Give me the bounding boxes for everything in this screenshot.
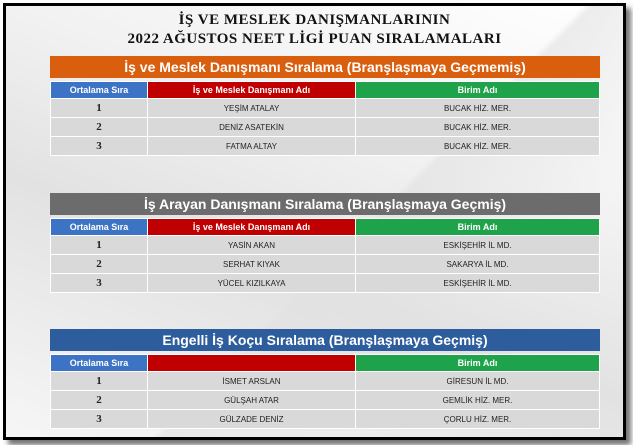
column-header-unit: Birim Adı: [356, 219, 600, 236]
column-header-unit: Birim Adı: [356, 355, 600, 372]
column-header-unit: Birim Adı: [356, 82, 600, 99]
rank-cell: 2: [51, 391, 148, 410]
column-header-name: İş ve Meslek Danışmanı Adı: [148, 82, 356, 99]
name-cell: GÜLŞAH ATAR: [148, 391, 356, 410]
rank-cell: 3: [51, 274, 148, 293]
section-job-seeker-advisor: [50, 193, 600, 293]
name-cell: FATMA ALTAY: [148, 137, 356, 156]
table-row: [51, 391, 600, 410]
table-header-row: [51, 82, 600, 99]
table-header-row: [51, 219, 600, 236]
column-header-name: İş ve Meslek Danışmanı Adı: [148, 219, 356, 236]
table-row: [51, 372, 600, 391]
table-row: [51, 118, 600, 137]
name-cell: GÜLZADE DENİZ: [148, 410, 356, 429]
name-cell: YÜCEL KIZILKAYA: [148, 274, 356, 293]
rank-cell: 2: [51, 255, 148, 274]
column-header-rank: Ortalama Sıra: [51, 355, 148, 372]
name-cell: YASİN AKAN: [148, 236, 356, 255]
rank-cell: 1: [51, 372, 148, 391]
table-row: [51, 410, 600, 429]
column-header-rank: Ortalama Sıra: [51, 219, 148, 236]
rank-cell: 2: [51, 118, 148, 137]
table-header-row: [51, 355, 600, 372]
document-frame: [3, 3, 626, 440]
title-line-2: 2022 AĞUSTOS NEET LİGİ PUAN SIRALAMALARI: [127, 31, 502, 47]
unit-cell: BUCAK HİZ. MER.: [356, 118, 600, 137]
name-cell: YEŞİM ATALAY: [148, 99, 356, 118]
ranking-table: [50, 218, 600, 293]
unit-cell: SAKARYA İL MD.: [356, 255, 600, 274]
column-header-name: [148, 355, 356, 372]
table-row: [51, 236, 600, 255]
column-header-rank: Ortalama Sıra: [51, 82, 148, 99]
unit-cell: ESKİŞEHİR İL MD.: [356, 274, 600, 293]
ranking-table: [50, 81, 600, 156]
table-row: [51, 99, 600, 118]
rank-cell: 3: [51, 137, 148, 156]
section-heading: İş ve Meslek Danışmanı Sıralama (Branşlaşmaya Geçmemiş): [50, 56, 600, 78]
title-line-1: İŞ VE MESLEK DANIŞMANLARININ: [178, 12, 451, 28]
unit-cell: ESKİŞEHİR İL MD.: [356, 236, 600, 255]
rank-cell: 1: [51, 236, 148, 255]
rank-cell: 1: [51, 99, 148, 118]
unit-cell: BUCAK HİZ. MER.: [356, 99, 600, 118]
table-row: [51, 137, 600, 156]
rank-cell: 3: [51, 410, 148, 429]
name-cell: DENİZ ASATEKİN: [148, 118, 356, 137]
unit-cell: GİRESUN İL MD.: [356, 372, 600, 391]
name-cell: SERHAT KIYAK: [148, 255, 356, 274]
table-row: [51, 255, 600, 274]
unit-cell: ÇORLU HİZ. MER.: [356, 410, 600, 429]
ranking-table: [50, 354, 600, 429]
section-disabled-job-coach: [50, 329, 600, 429]
section-heading: Engelli İş Koçu Sıralama (Branşlaşmaya Geçmiş): [50, 329, 600, 351]
unit-cell: GEMLİK HİZ. MER.: [356, 391, 600, 410]
section-heading: İş Arayan Danışmanı Sıralama (Branşlaşmaya Geçmiş): [50, 193, 600, 215]
table-row: [51, 274, 600, 293]
name-cell: İSMET ARSLAN: [148, 372, 356, 391]
unit-cell: BUCAK HİZ. MER.: [356, 137, 600, 156]
section-branch-not-transitioned: [50, 56, 600, 156]
